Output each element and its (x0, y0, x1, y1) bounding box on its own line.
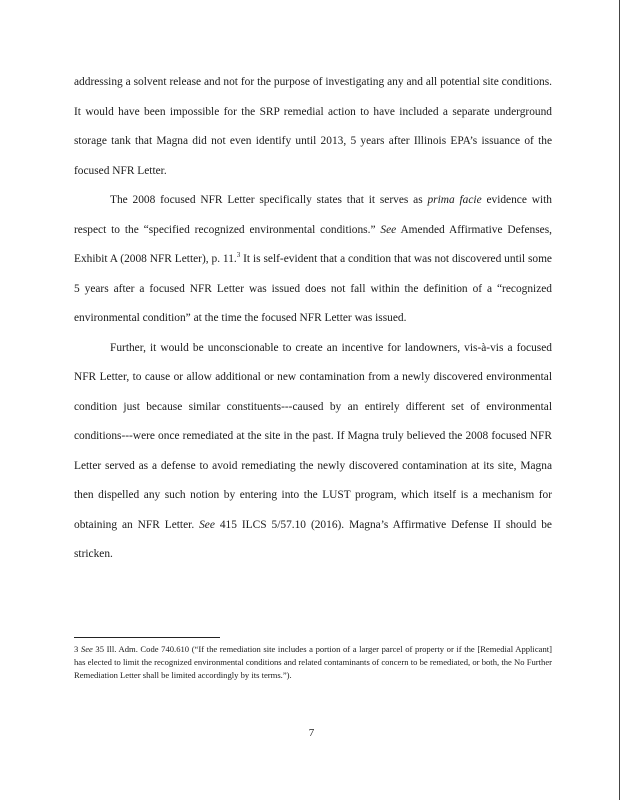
paragraph-2: The 2008 focused NFR Letter specifically states that it serves as prima facie evidence with respect to the “specified recognized environmental conditions.” See Amended Affirmative Defenses, Exhibit A (2008 NFR Letter), p. 11.$^3$ It is self-evident that a condition that was not discovered until some 5 years after a focused NFR Letter was issued does not fall within the definition of a “recognized environmental condition” at the time the focused NFR Letter was issued. (74, 194, 552, 324)
paragraph-3: Further, it would be unconscionable to create an incentive for landowners, vis-à-vis a focused NFR Letter, to cause or allow additional or new contamination from a newly discovered environmental condition just because similar constituents---caused by an entirely different set of environmental conditions---were once remediated at the site in the past. If Magna truly believed the 2008 focused NFR Letter served as a defense to avoid remediating the newly discovered contamination at its site, Magna then dispelled any such notion by entering into the LUST program, which itself is a mechanism for obtaining an NFR Letter. See 415 ILCS 5/57.10 (2016). Magna’s Affirmative Defense II should be stricken. (74, 341, 552, 560)
body-text (74, 68, 552, 570)
footnote-text: 35 Ill. Adm. Code 740.610 (“If the remediation site includes a portion of a larger parcel of property or if the [Remedial Applicant] has elected to limit the recognized environmental conditions and related contaminants of concern to be remediated, or both, the No Further Remediation Letter shall be limited accordingly by its terms.”). (74, 644, 552, 680)
footnote-reference[interactable]: 3 (236, 251, 241, 259)
footnote-divider (74, 637, 220, 638)
see-signal: See (80, 644, 93, 654)
see-signal: See (380, 223, 397, 236)
footnote-3 (74, 643, 552, 681)
page-edge-divider (619, 0, 620, 800)
prima-facie-italic: prima facie (427, 194, 482, 206)
footnote-number: 3 (74, 644, 79, 654)
see-signal: See (199, 518, 215, 531)
paragraph-1: addressing a solvent release and not for the purpose of investigating any and all potential site conditions. It would have been impossible for the SRP remedial action to have included a separate underground storage tank that Magna did not even identify until 2013, 5 years after Illinois EPA’s issuance of the focused NFR Letter. (74, 76, 552, 177)
page-number: 7 (308, 727, 315, 739)
